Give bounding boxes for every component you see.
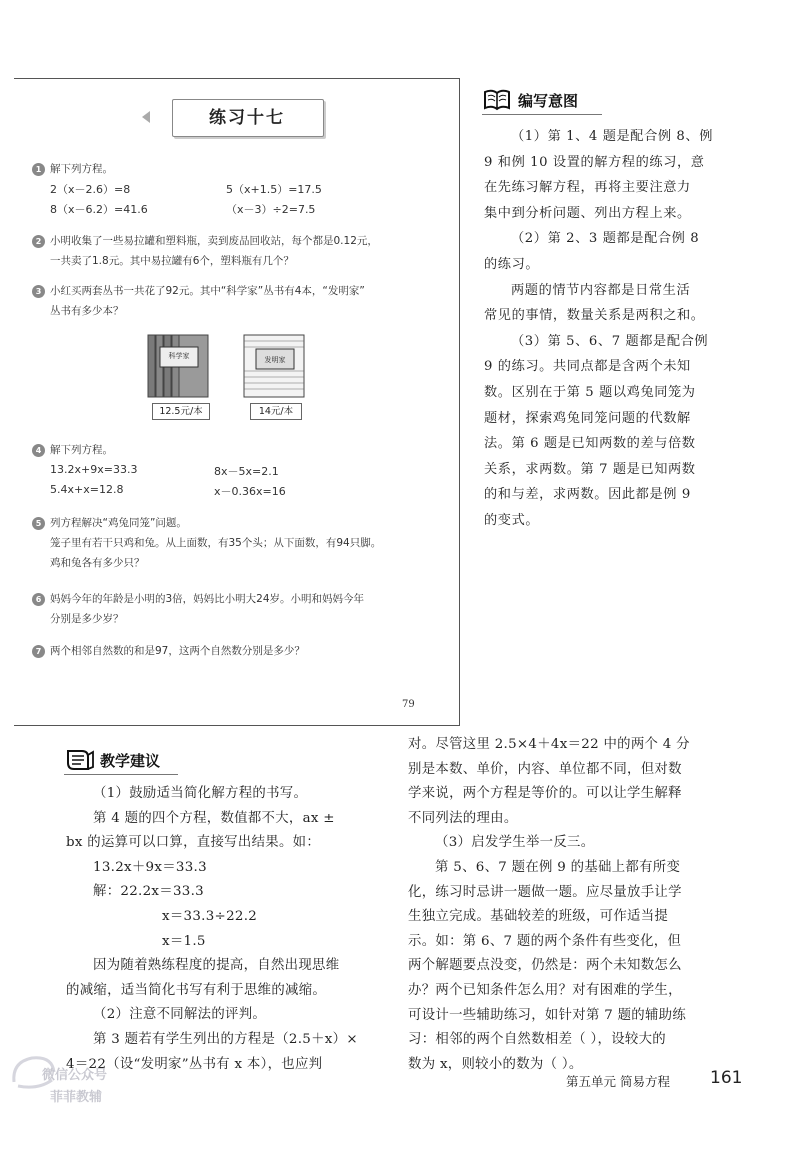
- question-badge-7: 7: [32, 645, 45, 658]
- advice-line: bx 的运算可以口算，直接写出结果。如：: [66, 835, 321, 851]
- advice-line: 学来说，两个方程是等价的。可以让学生解释: [408, 786, 682, 802]
- advice-line: 第 4 题的四个方程，数值都不大，ax ±: [93, 810, 335, 826]
- book1-price-tag: 12.5元/本: [152, 403, 210, 420]
- advice-line: （2）注意不同解法的评判。: [93, 1007, 267, 1023]
- intent-line: 关系，求两数。第 7 题是已知两数: [484, 461, 696, 477]
- q1-eq-2: 5（x+1.5）=17.5: [226, 183, 322, 196]
- intent-header-underline: [482, 114, 602, 115]
- advice-line: （1）鼓励适当简化解方程的书写。: [93, 786, 308, 801]
- advice-line: 因为随着熟练程度的提高，自然出现思维: [93, 958, 340, 974]
- advice-line: 可设计一些辅助练习，如针对第 7 题的辅助练: [408, 1007, 687, 1023]
- book1-label: 科学家: [168, 352, 190, 360]
- q4-eq-3: 5.4x+x=12.8: [50, 483, 124, 496]
- q5-line-1: 列方程解决“鸡兔同笼”问题。: [50, 517, 187, 529]
- exercise-title: 练习十七: [209, 108, 285, 128]
- q4-eq-1: 13.2x+9x=33.3: [50, 463, 138, 476]
- watermark: [8, 1052, 158, 1132]
- intent-line: 9 和例 10 设置的解方程的练习，意: [484, 154, 705, 170]
- intent-line: 9 的练习。共同点都是含两个未知: [484, 359, 691, 375]
- book-set-inventor-illustration: [242, 331, 308, 401]
- teaching-advice-icon: [64, 747, 96, 773]
- advice-line: 4＝22（设“发明家”丛书有 x 本），也应判: [66, 1056, 323, 1072]
- advice-line: 别是本数、单价，内容、单位都不同，但对数: [408, 761, 682, 777]
- advice-line: 数为 x，则较小的数为（ ）。: [408, 1056, 583, 1072]
- question-badge-1: 1: [32, 163, 45, 176]
- intent-line: 的练习。: [484, 256, 540, 272]
- q3-line-1: 小红买两套丛书一共花了92元。其中“科学家”丛书有4本，“发明家”: [50, 285, 365, 297]
- textbook-page-number: 79: [402, 699, 415, 710]
- intent-line: 法。第 6 题是已知两数的差与倍数: [484, 436, 696, 452]
- textbook-page: [14, 78, 460, 726]
- q1-eq-1: 2（x－2.6）=8: [50, 183, 131, 196]
- q2-line-1: 小明收集了一些易拉罐和塑料瓶，卖到废品回收站，每个都是0.12元，: [50, 235, 378, 247]
- intent-body: [484, 124, 794, 534]
- q5-line-3: 鸡和兔各有多少只？: [50, 557, 145, 569]
- advice-line: 办？两个已知条件怎么用？对有困难的学生，: [408, 982, 682, 998]
- intent-line: （2）第 2、3 题都是配合例 8: [511, 231, 700, 247]
- question-badge-2: 2: [32, 235, 45, 248]
- question-badge-5: 5: [32, 517, 45, 530]
- advice-line: 化，练习时忌讲一题做一题。应尽量放手让学: [408, 884, 682, 900]
- q1-eq-4: （x－3）÷2=7.5: [226, 203, 316, 216]
- intent-header: 编写意图: [518, 92, 579, 110]
- q6-line-2: 分别是多少岁？: [50, 613, 124, 625]
- intent-line: 常见的事情，数量关系是两积之和。: [484, 308, 705, 324]
- advice-line: （3）启发学生举一反三。: [435, 835, 595, 851]
- advice-header: 教学建议: [100, 752, 161, 770]
- intent-line: 题材，探索鸡兔同笼问题的代数解: [484, 410, 691, 426]
- q3-line-2: 丛书有多少本？: [50, 305, 124, 317]
- advice-line: 示。如：第 6、7 题的两个条件有些变化，但: [408, 933, 682, 949]
- advice-left-column: [66, 782, 396, 1077]
- advice-line: 第 3 题若有学生列出的方程是（2.5＋x）×: [93, 1031, 358, 1047]
- book2-label: 发明家: [264, 356, 286, 364]
- q7-text: 两个相邻自然数的和是97，这两个自然数分别是多少？: [50, 645, 305, 657]
- question-badge-4: 4: [32, 444, 45, 457]
- advice-right-column: [408, 733, 788, 1077]
- q6-line-1: 妈妈今年的年龄是小明的3倍，妈妈比小明大24岁。小明和妈妈今年: [50, 593, 365, 605]
- advice-line: 的减缩，适当简化书写有利于思维的减缩。: [66, 982, 327, 998]
- advice-line: x＝1.5: [162, 933, 206, 949]
- open-book-icon: [482, 88, 512, 112]
- intent-line: 两题的情节内容都是日常生活: [511, 282, 691, 298]
- advice-line: 对。尽管这里 2.5×4＋4x＝22 中的两个 4 分: [408, 737, 690, 752]
- footer-unit-title: 第五单元 简易方程: [566, 1074, 670, 1089]
- advice-line: 13.2x＋9x＝33.3: [93, 859, 207, 875]
- question-badge-3: 3: [32, 285, 45, 298]
- q1-text: 解下列方程。: [50, 163, 113, 175]
- book-set-scientist-illustration: [146, 331, 212, 401]
- book2-price-tag: 14元/本: [250, 403, 302, 420]
- intent-line: 的变式。: [484, 512, 540, 528]
- advice-line: 习：相邻的两个自然数相差（ ），设较大的: [408, 1032, 666, 1048]
- advice-header-underline: [64, 774, 178, 775]
- advice-line: 不同列法的理由。: [408, 810, 518, 826]
- q1-eq-3: 8（x－6.2）=41.6: [50, 203, 148, 216]
- watermark-line-1: 微信公众号: [42, 1068, 108, 1083]
- intent-line: 的和与差，求两数。因此都是例 9: [484, 487, 691, 503]
- intent-line: 在先练习解方程，再将主要注意力: [484, 180, 691, 196]
- q4-eq-4: x－0.36x=16: [214, 485, 286, 498]
- intent-line: （3）第 5、6、7 题都是配合例: [511, 333, 709, 349]
- question-badge-6: 6: [32, 593, 45, 606]
- q5-line-2: 笼子里有若干只鸡和兔。从上面数，有35个头；从下面数，有94只脚。: [50, 537, 382, 549]
- intent-line: （1）第 1、4 题是配合例 8、例: [511, 129, 713, 144]
- watermark-line-2: 菲菲教辅: [50, 1090, 103, 1105]
- advice-line: 生独立完成。基础较差的班级，可作适当提: [408, 909, 669, 925]
- q2-line-2: 一共卖了1.8元。其中易拉罐有6个，塑料瓶有几个？: [50, 255, 294, 267]
- intent-line: 集中到分析问题、列出方程上来。: [484, 205, 691, 221]
- intent-line: 数。区别在于第 5 题以鸡兔同笼为: [484, 384, 696, 400]
- q4-eq-2: 8x－5x=2.1: [214, 465, 279, 478]
- advice-line: 两个解题要点没变，仍然是：两个未知数怎么: [408, 958, 682, 974]
- q4-text: 解下列方程。: [50, 444, 113, 456]
- advice-line: 解：22.2x＝33.3: [93, 884, 204, 900]
- advice-line: x＝33.3÷22.2: [162, 908, 258, 924]
- advice-line: 第 5、6、7 题在例 9 的基础上都有所变: [435, 859, 681, 875]
- footer-page-number: 161: [710, 1068, 743, 1088]
- title-arrow-icon: [142, 111, 150, 123]
